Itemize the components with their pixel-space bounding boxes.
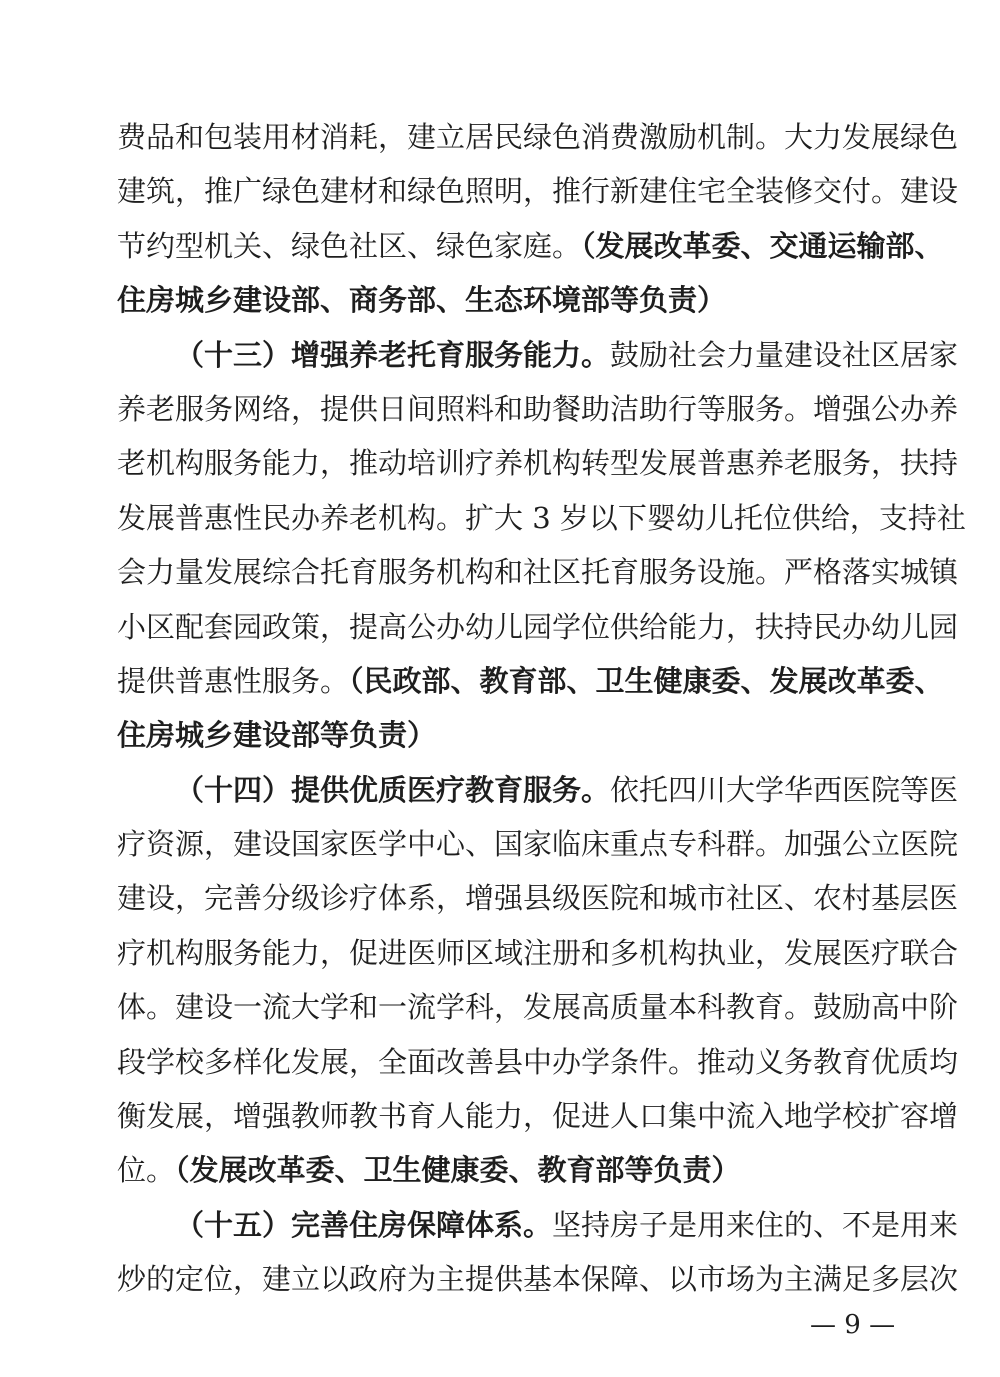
line-text: 老机构服务能力，推动培训疗养机构转型发展普惠养老服务，扶持 — [117, 446, 959, 481]
text-line — [117, 1143, 907, 1197]
section-heading-line — [117, 328, 959, 382]
responsible-departments: （发展改革委、交通运输部、 — [581, 228, 944, 263]
text-line — [117, 219, 944, 273]
line-text: 发展普惠性民办养老机构。扩大 3 岁以下婴幼儿托位供给，支持社 — [117, 500, 966, 535]
line-text: 节约型机关、绿色社区、绿色家庭。 — [117, 228, 582, 263]
responsible-departments: （民政部、教育部、卫生健康委、发展改革委、 — [349, 663, 944, 698]
body-text — [117, 110, 966, 1307]
line-text: 位。 — [117, 1153, 176, 1188]
section-heading-line — [117, 763, 959, 817]
text-line — [117, 273, 907, 327]
text-line — [117, 164, 959, 218]
text-line — [117, 817, 959, 871]
line-text: 建筑，推广绿色建材和绿色照明，推行新建住宅全装修交付。建设 — [117, 174, 959, 209]
line-text: 提供普惠性服务。 — [117, 663, 350, 698]
text-line — [117, 600, 959, 654]
text-line — [117, 382, 959, 436]
text-line — [117, 491, 966, 545]
line-text: 养老服务网络，提供日间照料和助餐助洁助行等服务。增强公办养 — [117, 391, 959, 426]
line-text: 疗机构服务能力，促进医师区域注册和多机构执业，发展医疗联合 — [117, 935, 959, 970]
responsible-departments: 住房城乡建设部等负责） — [117, 718, 437, 753]
text-line — [117, 1035, 959, 1089]
page-number: — 9 — — [810, 1310, 896, 1340]
section-heading: （十三）增强养老托育服务能力。 — [175, 337, 611, 372]
text-line — [117, 110, 959, 164]
responsible-departments: 住房城乡建设部、商务部、生态环境部等负责） — [117, 283, 727, 318]
text-line — [117, 980, 959, 1034]
line-text: 小区配套园政策，提高公办幼儿园学位供给能力，扶持民办幼儿园 — [117, 609, 959, 644]
line-text: 衡发展，增强教师教书育人能力，促进人口集中流入地学校扩容增 — [117, 1099, 959, 1134]
text-line — [117, 1252, 959, 1306]
line-text: 坚持房子是用来住的、不是用来 — [552, 1207, 959, 1242]
line-text: 鼓励社会力量建设社区居家 — [610, 337, 959, 372]
section-heading-line — [117, 1198, 959, 1252]
text-line — [117, 654, 944, 708]
line-text: 体。建设一流大学和一流学科，发展高质量本科教育。鼓励高中阶 — [117, 990, 959, 1025]
line-text: 费品和包装用材消耗，建立居民绿色消费激励机制。大力发展绿色 — [117, 120, 959, 154]
line-text: 会力量发展综合托育服务机构和社区托育服务设施。严格落实城镇 — [117, 555, 959, 590]
line-text: 疗资源，建设国家医学中心、国家临床重点专科群。加强公立医院 — [117, 827, 959, 862]
section-heading: （十四）提供优质医疗教育服务。 — [175, 772, 611, 807]
line-text: 依托四川大学华西医院等医 — [610, 772, 959, 807]
line-text: 炒的定位，建立以政府为主提供基本保障、以市场为主满足多层次 — [117, 1262, 959, 1297]
text-line — [117, 436, 959, 490]
line-text: 建设，完善分级诊疗体系，增强县级医院和城市社区、农村基层医 — [117, 881, 959, 916]
line-text: 段学校多样化发展，全面改善县中办学条件。推动义务教育优质均 — [117, 1044, 959, 1079]
text-line — [117, 926, 959, 980]
responsible-departments: （发展改革委、卫生健康委、教育部等负责） — [175, 1153, 741, 1188]
text-line — [117, 708, 907, 762]
text-line — [117, 871, 959, 925]
text-line — [117, 1089, 959, 1143]
text-line — [117, 545, 959, 599]
section-heading: （十五）完善住房保障体系。 — [175, 1207, 553, 1242]
